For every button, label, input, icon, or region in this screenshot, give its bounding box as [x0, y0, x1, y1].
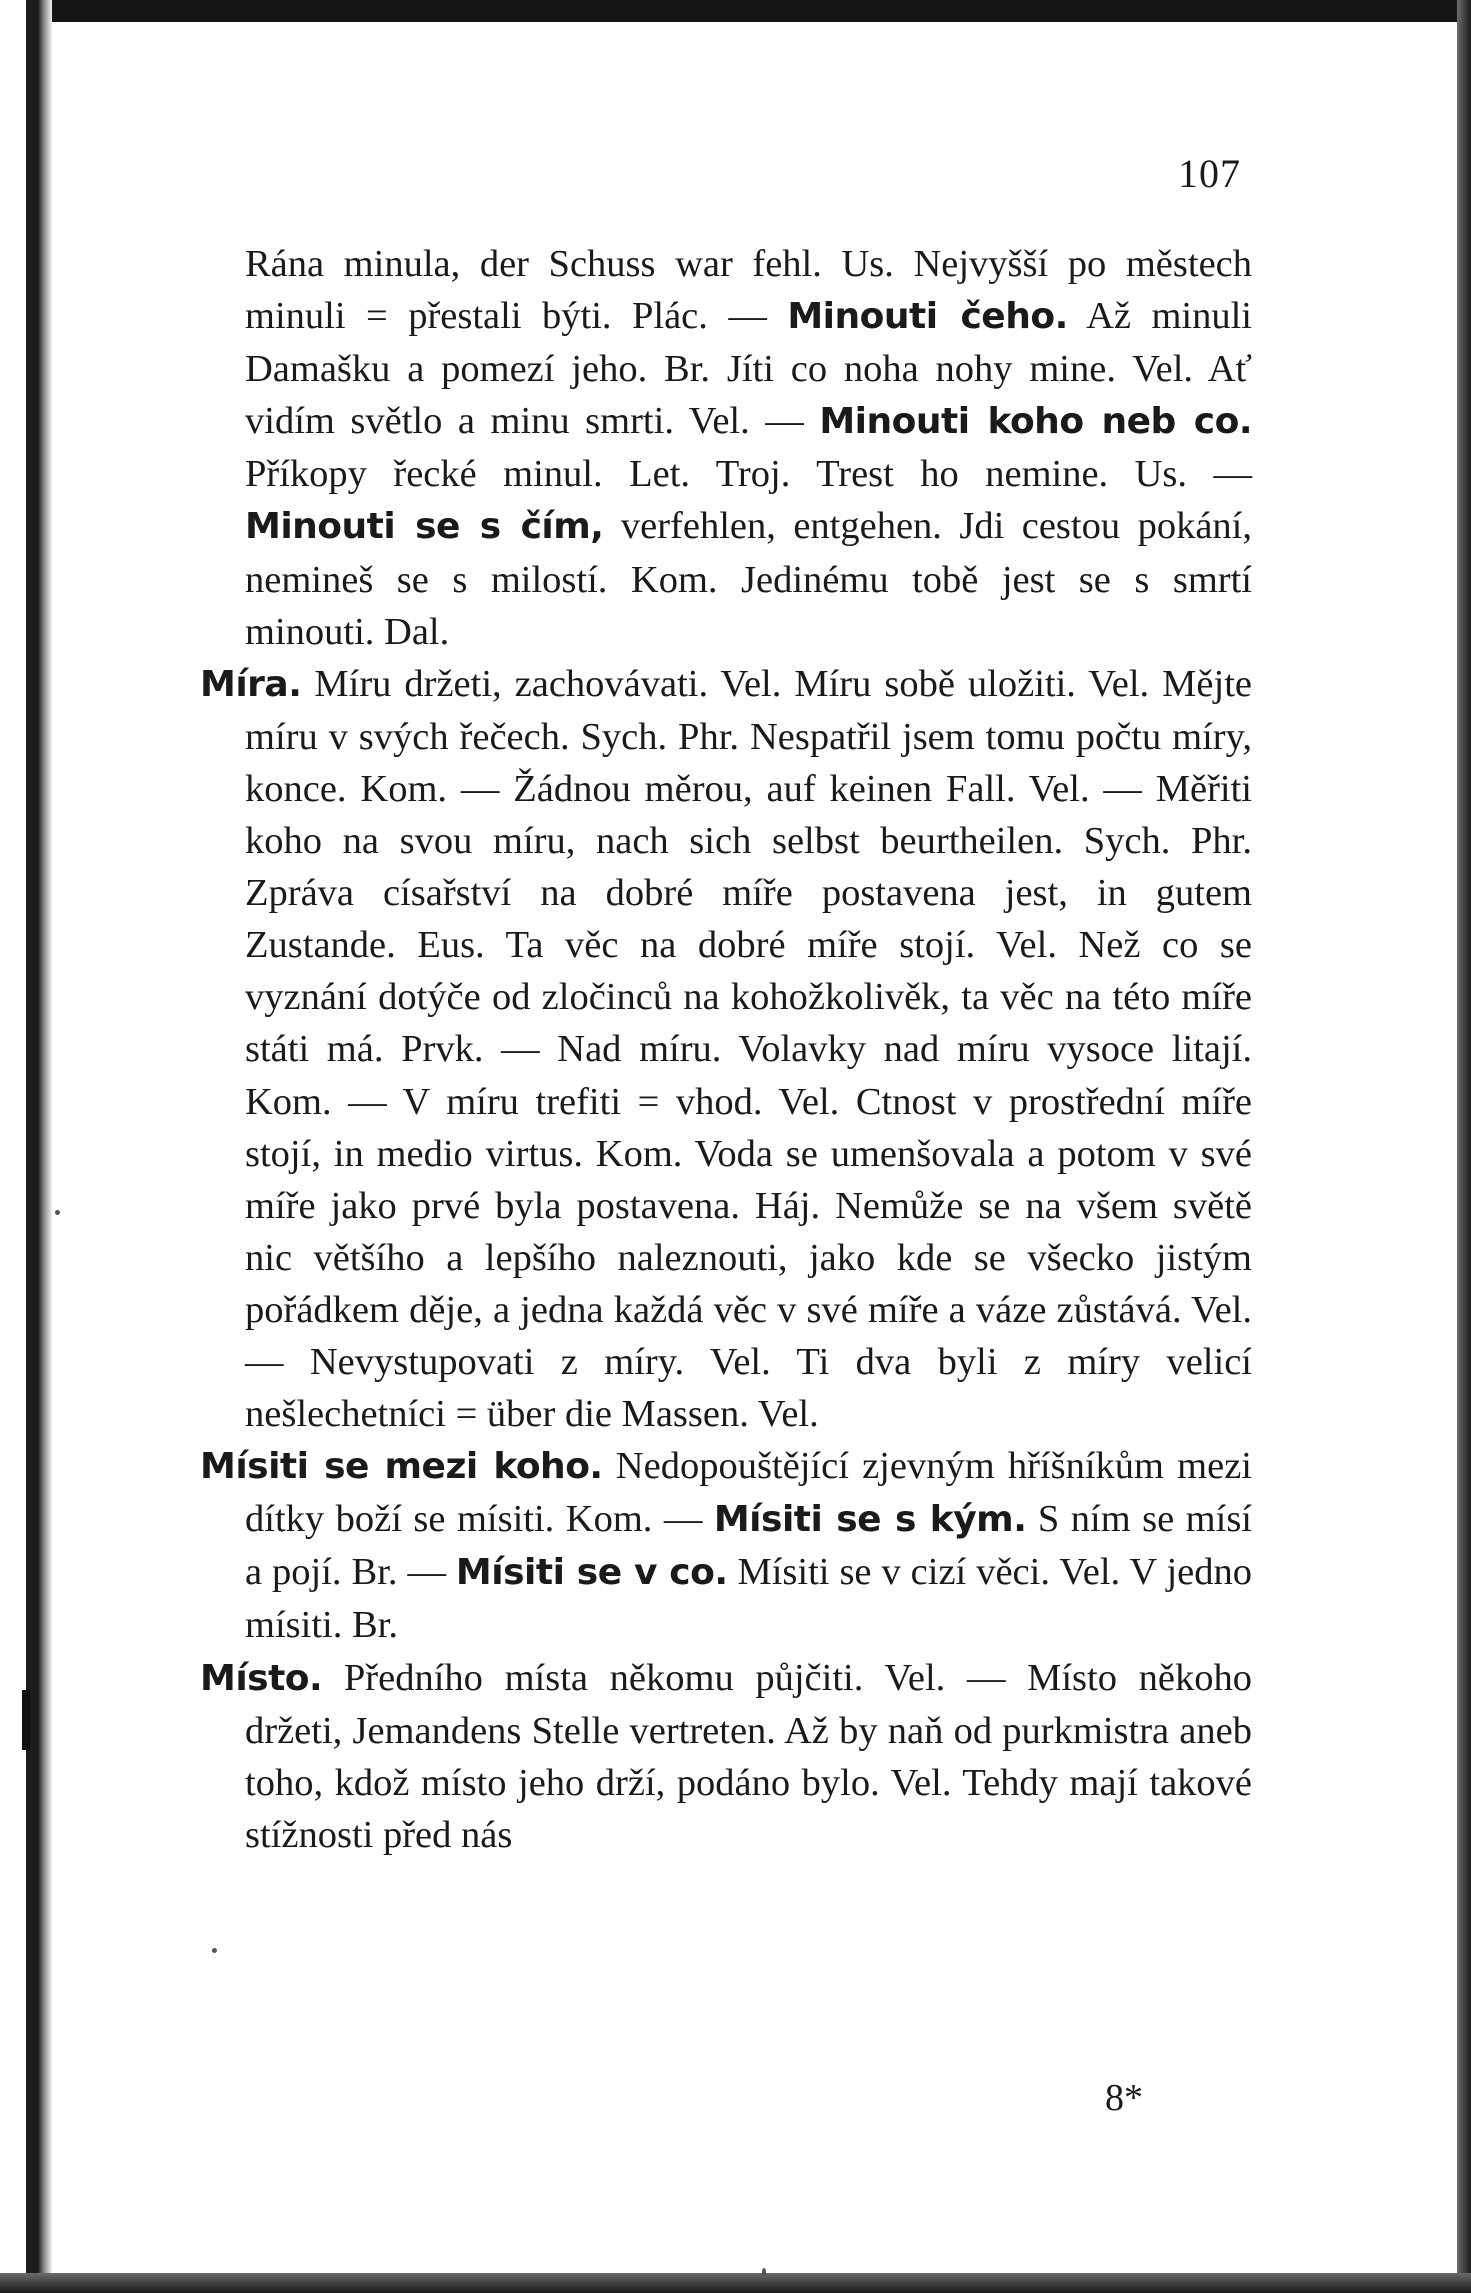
entry-text: Příkopy řecké minul. Let. Troj. Trest ho nemine. Us. — — [245, 453, 1252, 496]
entry-text: Až minuli Damašku a pomezí jeho. Br. Jíti co noha nohy mine. Vel. Ať vidím světlo a minu smrti. Vel. — — [245, 295, 1253, 443]
signature-mark: 8* — [1105, 2077, 1143, 2119]
entry-misiti — [200, 1440, 1252, 1651]
scan-bottom-edge — [0, 2273, 1471, 2293]
headword: Minouti koho neb co. — [819, 401, 1252, 443]
entry-mira — [200, 658, 1252, 1440]
page-number: 107 — [1178, 151, 1241, 196]
entry-text: Rána minula, der Schuss war fehl. Us. Nejvyšší po městech minuli = přestali býti. Plác. — — [245, 243, 1252, 338]
entry-misto — [200, 1652, 1252, 1861]
headword: Míra. — [200, 663, 302, 705]
entry-text: S ním se mísí a pojí. Br. — — [245, 1498, 1252, 1594]
spine-mark — [22, 1690, 30, 1750]
scan-speck — [55, 1210, 60, 1215]
headword: Minouti čeho. — [787, 296, 1068, 338]
entry-minouti — [200, 238, 1252, 658]
headword: Místo. — [200, 1657, 323, 1699]
entry-text: Předního místa někomu půjčiti. Vel. — Místo někoho držeti, Jemandens Stelle vertreten. Až by naň od purkmistra aneb toho, kdož místo jeho drží, podáno bylo. Vel. Tehdy mají takové stížnosti před nás — [245, 1656, 1252, 1856]
entry-text: Míru držeti, zachovávati. Vel. Míru sobě uložiti. Vel. Mějte míru v svých řečech. Sych. Phr. Nespatřil jsem tomu počtu míry, konce. Kom. — Žádnou měrou, auf keinen Fall. Vel. — Měřiti koho na svou míru, nach sich selbst beurtheilen. Sych. Phr. Zpráva císařství na dobré míře postavena jest, in gutem Zustande. Eus. Ta věc na dobré míře stojí. Vel. Než co se vyznání dotýče od zločinců na kohožkolivěk, ta věc na této míře státi má. Prvk. — Nad míru. Volavky nad míru vysoce litají. Kom. — V míru trefiti = vhod. Vel. Ctnost v prostřední míře stojí, in medio virtus. Kom. Voda se umenšovala a potom v své míře jako prvé byla postavena. Háj. Nemůže se na všem světě nic většího a lepšího naleznouti, jako kde se všecko jistým pořádkem děje, a jedna každá věc v své míře a váze zůstává. Vel. — Nevystupovati z míry. Vel. Ti dva byli z míry velicí nešlechetníci = über die Massen. Vel. — [245, 662, 1252, 1436]
scan-top-edge — [0, 0, 1471, 22]
scan-right-edge — [1457, 0, 1471, 2293]
dictionary-text — [200, 238, 1252, 1861]
headword: Mísiti se v co. — [455, 1552, 728, 1594]
headword: Minouti se s čím, — [245, 506, 604, 548]
entry-text: Mísiti se v cizí věci. Vel. V jedno mísiti. Br. — [245, 1551, 1253, 1647]
entry-text: verfehlen, entgehen. Jdi cestou pokání, nemineš se s milostí. Kom. Jedinému tobě jest se s smrtí minouti. Dal. — [245, 505, 1252, 653]
headword: Mísiti se s kým. — [713, 1499, 1027, 1541]
scan-speck — [762, 2268, 766, 2276]
scan-speck — [212, 1948, 217, 1953]
entry-text: Nedopouštějící zjevným hříšníkům mezi dítky boží se mísiti. Kom. — — [245, 1445, 1253, 1541]
scan-left-edge — [0, 0, 52, 2293]
headword: Mísiti se mezi koho. — [200, 1446, 603, 1488]
